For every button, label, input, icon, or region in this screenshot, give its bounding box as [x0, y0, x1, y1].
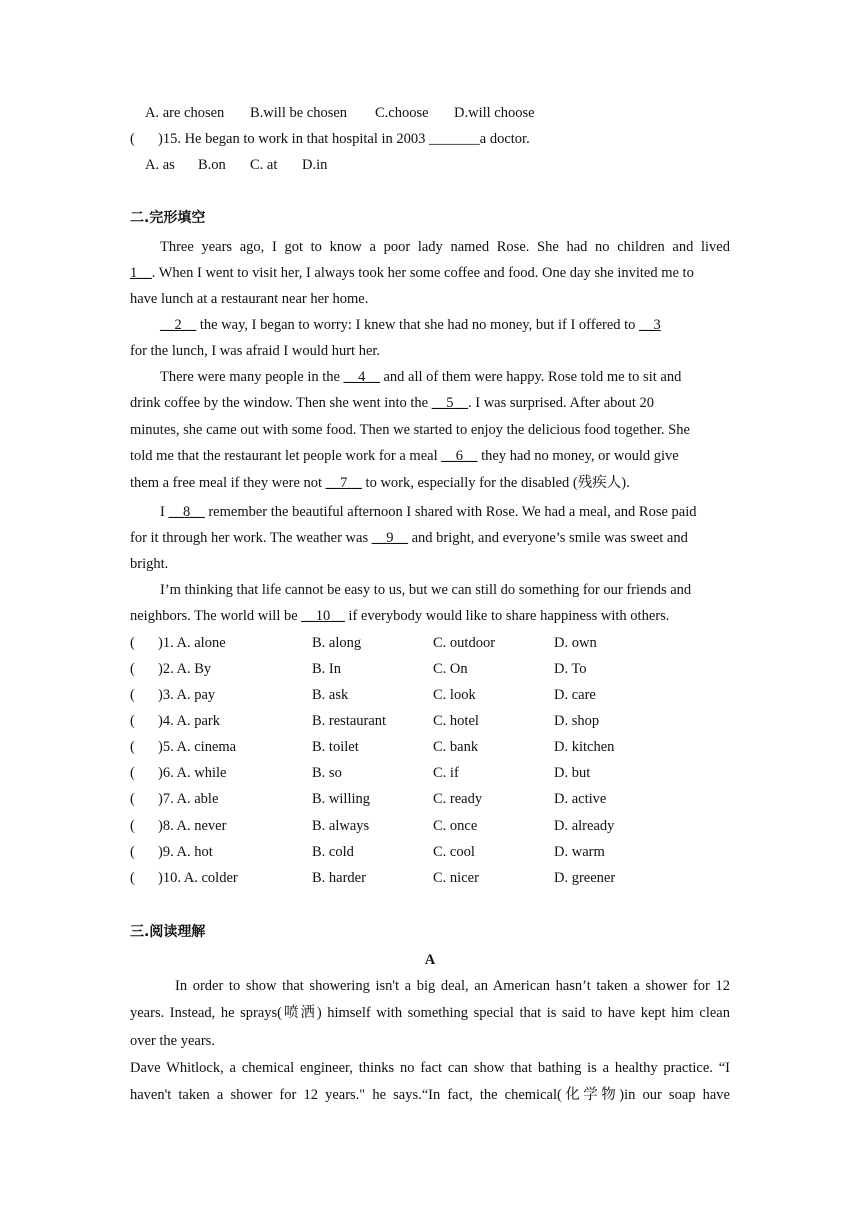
reading-line2: years. Instead, he sprays(喷洒) himself with something special that is said to have kept him clean — [130, 1005, 730, 1021]
cloze-p3-line2 — [130, 393, 730, 413]
cloze-p5-line2-pre: neighbors. The world will be — [130, 608, 302, 624]
cloze-p4-line1 — [130, 502, 730, 522]
blank-7: __7__ — [325, 475, 362, 491]
q14-option-c: C.choose — [375, 105, 429, 121]
option-b: B. toilet — [312, 739, 359, 755]
answer-paren: ( — [130, 713, 135, 729]
option-b: B. restaurant — [312, 713, 387, 729]
reading-line1: In order to show that showering isn't a big deal, an American hasn’t taken a shower for 12 — [175, 978, 730, 994]
cloze-p4-line2-pre: for it through her work. The weather was — [130, 530, 372, 546]
option-b: B. ask — [312, 687, 349, 703]
option-b: B. so — [312, 765, 342, 781]
blank-3: __3 — [639, 317, 661, 333]
cloze-p4-line3: bright. — [130, 556, 169, 572]
option-c: C. hotel — [433, 713, 479, 729]
blank-5: __5__ — [431, 395, 468, 411]
q15-option-a: A. as — [145, 157, 175, 173]
cloze-p2-line1 — [130, 315, 730, 335]
blank-6: __6__ — [441, 448, 478, 464]
cloze-p3-line5-pre: them a free meal if they were not — [130, 475, 326, 491]
option-c: C. On — [433, 661, 468, 677]
list-item — [0, 685, 860, 705]
option-d: D. already — [554, 818, 615, 834]
section-3-title: 三.阅读理解 — [130, 924, 206, 940]
q15-answer-paren: ( — [130, 131, 135, 147]
blank-8: __8__ — [168, 504, 205, 520]
option-a: )8. A. never — [158, 818, 227, 834]
cloze-p5-line1: I’m thinking that life cannot be easy to us, but we can still do something for our friends and — [160, 582, 692, 598]
option-c: C. if — [433, 765, 459, 781]
option-b: B. along — [312, 635, 362, 651]
q14-option-a: A. are chosen — [145, 105, 225, 121]
option-a: )3. A. pay — [158, 687, 216, 703]
option-a: )4. A. park — [158, 713, 221, 729]
option-b: B. willing — [312, 791, 371, 807]
cloze-p4-line2-post: and bright, and everyone’s smile was sweet and — [407, 530, 688, 546]
answer-paren: ( — [130, 739, 135, 755]
answer-paren: ( — [130, 844, 135, 860]
option-c: C. bank — [433, 739, 479, 755]
cloze-p1-line3: have lunch at a restaurant near her home. — [130, 291, 369, 307]
q15-option-d: D.in — [302, 157, 328, 173]
cloze-p5-line2-post: if everybody would like to share happiness with others. — [344, 608, 670, 624]
cloze-p3-line4 — [130, 446, 730, 466]
option-b: B. In — [312, 661, 341, 677]
passage-label: A — [424, 952, 436, 968]
q15-option-b: B.on — [198, 157, 226, 173]
cloze-p2-line1-text: the way, I began to worry: I knew that she had no money, but if I offered to — [196, 317, 640, 333]
list-item — [0, 789, 860, 809]
blank-2: __2__ — [160, 317, 197, 333]
cloze-p1-line2-text: . When I went to visit her, I always took her some coffee and food. One day she invited me to — [151, 265, 694, 281]
reading-line4: Dave Whitlock, a chemical engineer, thinks no fact can show that bathing is a healthy practice. “I — [130, 1060, 730, 1076]
list-item — [0, 816, 860, 836]
option-b: B. harder — [312, 870, 366, 886]
reading-line5: haven't taken a shower for 12 years." he says.“In fact, the chemical(化学物)in our soap have — [130, 1087, 730, 1103]
cloze-p3-line2-pre: drink coffee by the window. Then she went into the — [130, 395, 432, 411]
section-2-title: 二.完形填空 — [130, 210, 206, 226]
cloze-p1-line2 — [130, 263, 730, 283]
cloze-p3-line3: minutes, she came out with some food. Then we started to enjoy the delicious food together. She — [130, 422, 690, 438]
reading-line3: over the years. — [130, 1033, 215, 1049]
option-a: )10. A. colder — [158, 870, 238, 886]
option-c: C. nicer — [433, 870, 479, 886]
cloze-p3-line1-post: and all of them were happy. Rose told me to sit and — [379, 369, 682, 385]
list-item — [0, 868, 860, 888]
list-item — [0, 842, 860, 862]
option-d: D. greener — [554, 870, 616, 886]
option-a: )1. A. alone — [158, 635, 226, 651]
list-item — [0, 633, 860, 653]
option-d: D. shop — [554, 713, 600, 729]
q15-option-c: C. at — [250, 157, 278, 173]
cloze-p3-line1 — [130, 367, 730, 387]
list-item — [0, 711, 860, 731]
option-d: D. care — [554, 687, 596, 703]
cloze-p1-line1: Three years ago, I got to know a poor lady named Rose. She had no children and lived — [160, 239, 730, 255]
option-a: )5. A. cinema — [158, 739, 237, 755]
option-c: C. ready — [433, 791, 483, 807]
option-d: D. but — [554, 765, 591, 781]
q14-option-d: D.will choose — [454, 105, 535, 121]
answer-paren: ( — [130, 765, 135, 781]
cloze-p4-line2 — [130, 528, 730, 548]
option-d: D. own — [554, 635, 597, 651]
list-item — [0, 737, 860, 757]
option-b: B. always — [312, 818, 370, 834]
list-item — [0, 763, 860, 783]
blank-9: __9__ — [371, 530, 408, 546]
cloze-p3-line4-post: they had no money, or would give — [477, 448, 679, 464]
option-d: D. To — [554, 661, 587, 677]
cloze-p4-line1-post: remember the beautiful afternoon I shared with Rose. We had a meal, and Rose paid — [204, 504, 697, 520]
answer-paren: ( — [130, 870, 135, 886]
option-c: C. once — [433, 818, 478, 834]
blank-1: 1__ — [130, 265, 152, 281]
option-a: )9. A. hot — [158, 844, 213, 860]
cloze-p3-line4-pre: told me that the restaurant let people work for a meal — [130, 448, 442, 464]
cloze-p3-line5 — [130, 473, 730, 493]
answer-paren: ( — [130, 635, 135, 651]
option-c: C. outdoor — [433, 635, 496, 651]
answer-paren: ( — [130, 791, 135, 807]
cloze-p3-line2-post: . I was surprised. After about 20 — [468, 395, 655, 411]
option-d: D. warm — [554, 844, 605, 860]
option-d: D. active — [554, 791, 607, 807]
option-c: C. look — [433, 687, 476, 703]
cloze-p2-line2: for the lunch, I was afraid I would hurt her. — [130, 343, 381, 359]
option-c: C. cool — [433, 844, 475, 860]
option-d: D. kitchen — [554, 739, 615, 755]
answer-paren: ( — [130, 818, 135, 834]
blank-4: __4__ — [343, 369, 380, 385]
q15-stem: )15. He began to work in that hospital in 2003 _______a doctor. — [158, 131, 530, 147]
cloze-p3-line5-post: to work, especially for the disabled (残疾人). — [361, 475, 630, 491]
option-a: )2. A. By — [158, 661, 212, 677]
option-a: )6. A. while — [158, 765, 227, 781]
answer-paren: ( — [130, 661, 135, 677]
blank-10: __10__ — [301, 608, 345, 624]
cloze-p5-line2 — [130, 606, 730, 626]
q14-option-b: B.will be chosen — [250, 105, 348, 121]
cloze-p3-line1-pre: There were many people in the — [160, 369, 344, 385]
option-b: B. cold — [312, 844, 354, 860]
answer-paren: ( — [130, 687, 135, 703]
option-a: )7. A. able — [158, 791, 219, 807]
list-item — [0, 659, 860, 679]
cloze-p4-line1-pre: I — [160, 504, 169, 520]
